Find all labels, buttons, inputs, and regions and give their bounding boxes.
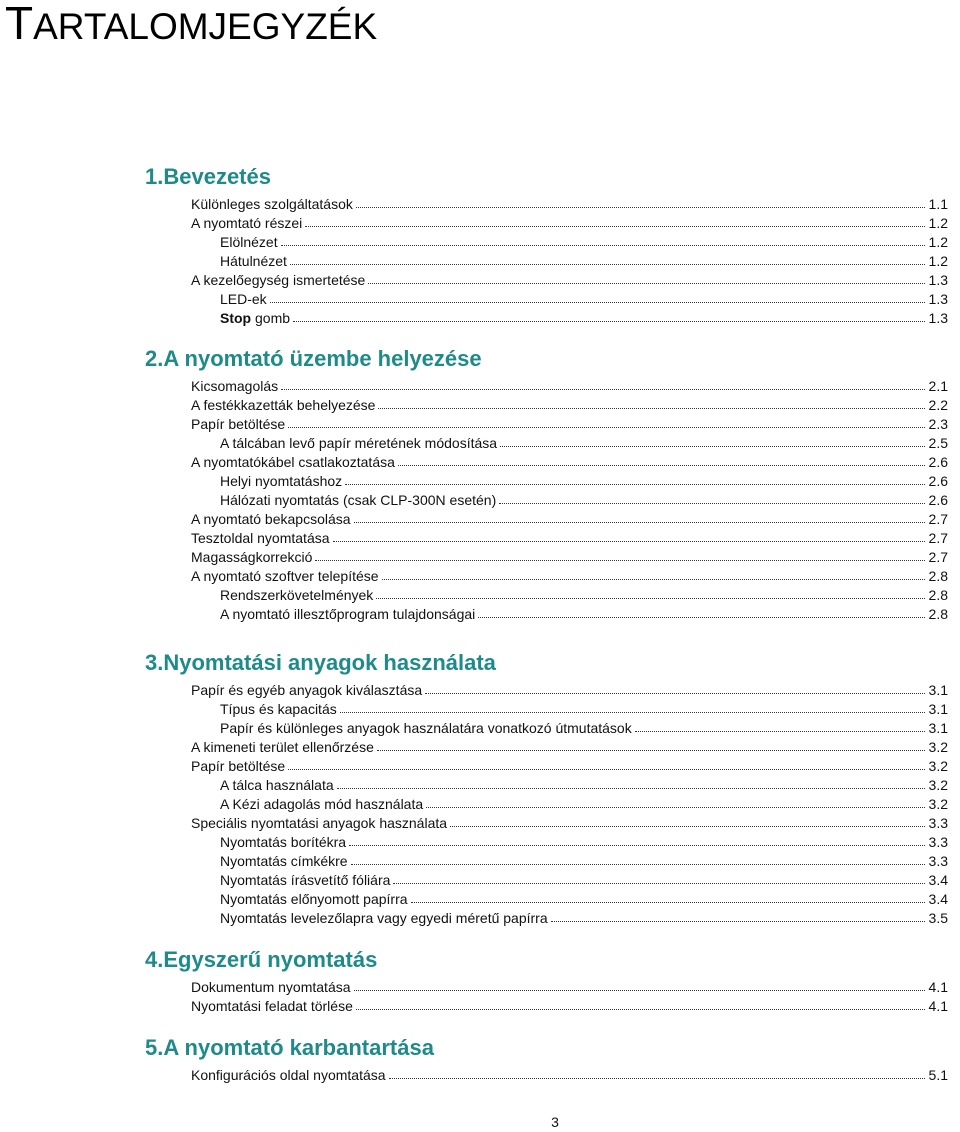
toc-entry-label: Különleges szolgáltatások — [191, 196, 353, 212]
toc-entry[interactable] — [191, 976, 948, 995]
toc-entry-label: A tálcában levő papír méretének módosítása — [220, 435, 498, 451]
toc-entry-page: 4.1 — [928, 998, 948, 1014]
toc-entry[interactable] — [220, 869, 948, 888]
toc-entry-page: 1.3 — [928, 310, 948, 326]
dot-leader — [315, 560, 924, 561]
dot-leader — [305, 226, 924, 227]
toc-entry-label: Papír betöltése — [191, 416, 286, 432]
toc-entry-label: Nyomtatás címkékre — [220, 853, 348, 869]
chapter-heading: 4.Egyszerű nyomtatás — [145, 947, 378, 972]
toc-entry-page: 2.7 — [928, 530, 948, 546]
toc-entry[interactable] — [220, 907, 948, 926]
toc-entry-label: A nyomtató szoftver telepítése — [191, 568, 379, 584]
toc-entry-label: LED-ek — [220, 291, 267, 307]
dot-leader — [411, 902, 925, 903]
toc-entry-label: Helyi nyomtatáshoz — [220, 473, 343, 489]
page-number: 3 — [551, 1114, 559, 1130]
toc-entry[interactable] — [191, 546, 948, 565]
toc-entry-page: 1.2 — [928, 253, 948, 269]
toc-entry-label: A kezelőegység ismertetése — [191, 272, 366, 288]
toc-entry-page: 5.1 — [928, 1067, 948, 1083]
toc-entry-label: Papír és egyéb anyagok kiválasztása — [191, 682, 423, 698]
dot-leader — [635, 731, 925, 732]
toc-entry-label: Rendszerkövetelmények — [220, 587, 374, 603]
toc-entry-label: Nyomtatási feladat törlése — [191, 998, 353, 1014]
toc-entry[interactable] — [220, 888, 948, 907]
toc-entry-label: A nyomtató bekapcsolása — [191, 511, 351, 527]
dot-leader — [293, 321, 925, 322]
toc-entry-page: 2.5 — [928, 435, 948, 451]
dot-leader — [351, 864, 925, 865]
dot-leader — [450, 826, 924, 827]
toc-entry[interactable] — [220, 774, 948, 793]
dot-leader — [288, 427, 924, 428]
dot-leader — [378, 408, 924, 409]
dot-leader — [356, 1009, 925, 1010]
toc-entry-label: A nyomtató részei — [191, 215, 303, 231]
toc-entry[interactable] — [220, 489, 948, 508]
toc-entry-label: A nyomtató illesztőprogram tulajdonságai — [220, 606, 476, 622]
toc-entry-page: 1.3 — [928, 272, 948, 288]
toc-entry-page: 2.3 — [928, 416, 948, 432]
toc-entry[interactable] — [191, 812, 948, 831]
toc-entry-page: 3.2 — [928, 796, 948, 812]
toc-entry[interactable] — [220, 603, 948, 622]
toc-entry[interactable] — [220, 850, 948, 869]
toc-entry-page: 4.1 — [928, 979, 948, 995]
toc-entry[interactable] — [220, 231, 948, 250]
toc-entry-label: Hálózati nyomtatás (csak CLP-300N esetén) — [220, 492, 497, 508]
toc-entry-page: 2.2 — [928, 397, 948, 413]
toc-entry-page: 3.4 — [928, 891, 948, 907]
toc-entry[interactable] — [191, 679, 948, 698]
toc-entry-label: A tálca használata — [220, 777, 334, 793]
dot-leader — [281, 389, 924, 390]
toc-entry-label: Tesztoldal nyomtatása — [191, 530, 330, 546]
toc-entry-page: 3.2 — [928, 758, 948, 774]
toc-entry[interactable] — [220, 470, 948, 489]
toc-entry[interactable] — [191, 212, 948, 231]
toc-entry[interactable] — [191, 193, 948, 212]
toc-entry-page: 3.3 — [928, 834, 948, 850]
chapter-heading: 1.Bevezetés — [145, 164, 271, 189]
toc-entry-label: Elölnézet — [220, 234, 278, 250]
toc-entry-label — [220, 310, 293, 326]
toc-entry-page: 3.2 — [928, 777, 948, 793]
toc-entry-label: Konfigurációs oldal nyomtatása — [191, 1067, 386, 1083]
toc-entry-label: A kimeneti terület ellenőrzése — [191, 739, 374, 755]
toc-entry[interactable] — [191, 508, 948, 527]
toc-entry-page: 3.2 — [928, 739, 948, 755]
toc-entry[interactable] — [220, 432, 948, 451]
dot-leader — [389, 1078, 925, 1079]
dot-leader — [354, 990, 925, 991]
dot-leader — [354, 522, 925, 523]
toc-entry-page: 1.2 — [928, 234, 948, 250]
page-title — [5, 0, 378, 49]
toc-entry[interactable] — [191, 413, 948, 432]
toc-entry[interactable] — [220, 288, 948, 307]
toc-entry-label: Típus és kapacitás — [220, 701, 337, 717]
toc-entry-label: A nyomtatókábel csatlakoztatása — [191, 454, 395, 470]
toc-entry-page: 2.7 — [928, 511, 948, 527]
toc-entry[interactable] — [191, 1064, 948, 1083]
toc-entry-label: Speciális nyomtatási anyagok használata — [191, 815, 448, 831]
title-initial: T — [5, 0, 34, 49]
toc-entry-label: Hátulnézet — [220, 253, 287, 269]
toc-entry-label: A Kézi adagolás mód használata — [220, 796, 424, 812]
title-rest: ARTALOMJEGYZÉK — [33, 6, 378, 47]
toc-entry-page: 2.6 — [928, 454, 948, 470]
toc-entry-page: 1.2 — [928, 215, 948, 231]
dot-leader — [393, 883, 924, 884]
dot-leader — [281, 245, 925, 246]
dot-leader — [377, 750, 925, 751]
dot-leader — [288, 769, 924, 770]
dot-leader — [478, 617, 924, 618]
chapter-heading: 5.A nyomtató karbantartása — [145, 1035, 434, 1060]
toc-entry-page: 3.1 — [928, 682, 948, 698]
toc-entry[interactable] — [220, 793, 948, 812]
toc-entry[interactable] — [191, 565, 948, 584]
dot-leader — [349, 845, 924, 846]
toc-entry-label: Nyomtatás borítékra — [220, 834, 347, 850]
dot-leader — [398, 465, 925, 466]
toc-entry-page: 3.4 — [928, 872, 948, 888]
dot-leader — [290, 264, 925, 265]
toc-entry-page: 3.3 — [928, 853, 948, 869]
dot-leader — [356, 207, 925, 208]
toc-entry-label: Nyomtatás előnyomott papírra — [220, 891, 408, 907]
toc-entry[interactable] — [191, 394, 948, 413]
toc-entry-page: 3.5 — [928, 910, 948, 926]
toc-entry-page: 2.8 — [928, 568, 948, 584]
toc-entry[interactable] — [220, 584, 948, 603]
toc-entry-page: 1.3 — [928, 291, 948, 307]
toc-entry-label-rest: gomb — [251, 310, 291, 326]
toc-entry[interactable] — [191, 527, 948, 546]
toc-entry-page: 3.1 — [928, 701, 948, 717]
toc-entry-label: Nyomtatás írásvetítő fóliára — [220, 872, 391, 888]
toc-entry-label: Dokumentum nyomtatása — [191, 979, 351, 995]
toc-entry-label: Papír és különleges anyagok használatára vonatkozó útmutatások — [220, 720, 632, 736]
toc-entry-page: 3.1 — [928, 720, 948, 736]
toc-entry-label: Magasságkorrekció — [191, 549, 313, 565]
dot-leader — [499, 503, 924, 504]
dot-leader — [425, 693, 924, 694]
toc-entry-label: Kicsomagolás — [191, 378, 279, 394]
chapter-heading: 2.A nyomtató üzembe helyezése — [145, 346, 482, 371]
toc-entry-page: 2.7 — [928, 549, 948, 565]
dot-leader — [368, 283, 924, 284]
dot-leader — [333, 541, 925, 542]
toc-entry-label: Nyomtatás levelezőlapra vagy egyedi méretű papírra — [220, 910, 548, 926]
toc-entry[interactable] — [220, 250, 948, 269]
toc-entry-label: Papír betöltése — [191, 758, 286, 774]
toc-entry-page: 2.8 — [928, 606, 948, 622]
toc-entry-page: 2.8 — [928, 587, 948, 603]
toc-entry-page: 1.1 — [928, 196, 948, 212]
dot-leader — [270, 302, 925, 303]
chapter-heading: 3.Nyomtatási anyagok használata — [145, 650, 496, 675]
dot-leader — [426, 807, 924, 808]
toc-entry[interactable] — [191, 736, 948, 755]
toc-entry-page: 2.1 — [928, 378, 948, 394]
toc-entry[interactable] — [191, 995, 948, 1014]
toc-entry[interactable] — [191, 375, 948, 394]
toc-entry[interactable] — [191, 269, 948, 288]
toc-entry-label: A festékkazetták behelyezése — [191, 397, 376, 413]
toc-entry[interactable] — [220, 307, 948, 326]
toc-entry-label-bold: Stop — [220, 310, 252, 326]
dot-leader — [551, 921, 925, 922]
toc-entry[interactable] — [191, 451, 948, 470]
toc-entry[interactable] — [220, 698, 948, 717]
dot-leader — [345, 484, 924, 485]
toc-entry-page: 2.6 — [928, 492, 948, 508]
toc-entry[interactable] — [220, 831, 948, 850]
dot-leader — [337, 788, 925, 789]
dot-leader — [340, 712, 925, 713]
toc-entry[interactable] — [220, 717, 948, 736]
toc-entry[interactable] — [191, 755, 948, 774]
toc-entry-page: 2.6 — [928, 473, 948, 489]
dot-leader — [376, 598, 924, 599]
dot-leader — [500, 446, 924, 447]
toc-entry-page: 3.3 — [928, 815, 948, 831]
dot-leader — [382, 579, 925, 580]
